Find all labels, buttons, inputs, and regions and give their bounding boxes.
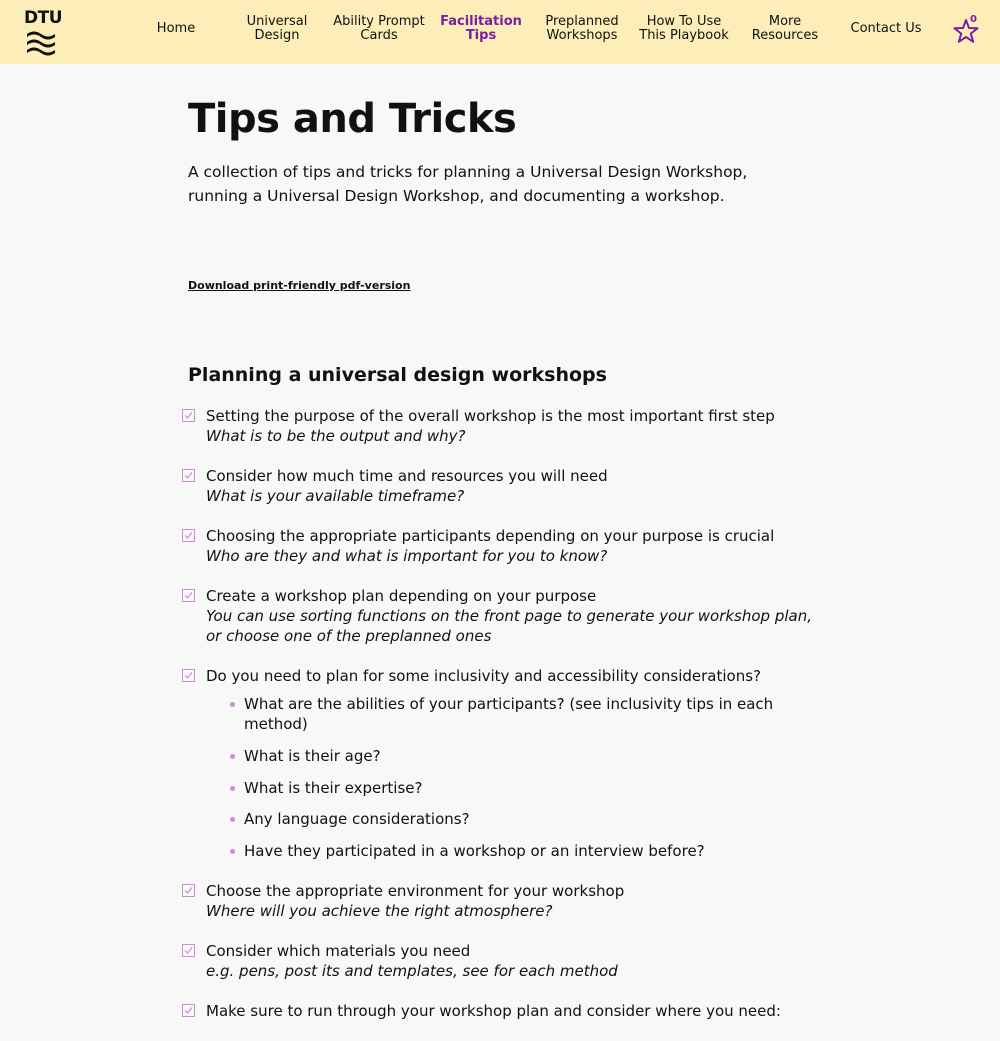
- list-item-text: Any language considerations?: [244, 810, 470, 829]
- list-item-text: What are the abilities of your participants? (see inclusivity tips in each method): [244, 695, 774, 733]
- checklist-item: [182, 941, 832, 981]
- checklist-item: [182, 666, 832, 861]
- checklist-item-subtext: Where will you achieve the right atmosphere?: [206, 902, 553, 921]
- checkbox-icon[interactable]: [182, 944, 195, 957]
- bullet-icon: [230, 786, 235, 791]
- dtu-logo[interactable]: [24, 8, 63, 56]
- nav-contact-us[interactable]: Contact Us: [850, 21, 922, 36]
- logo-text: DTU: [24, 8, 63, 28]
- checklist-item-subtext: You can use sorting functions on the front page to generate your workshop plan, or choose one of the preplanned ones: [206, 607, 812, 645]
- nav-more-resources[interactable]: More Resources: [751, 14, 819, 43]
- checkbox-icon[interactable]: [182, 1004, 195, 1017]
- checklist-item-subtext: What is to be the output and why?: [206, 427, 466, 445]
- checklist-item-text: Setting the purpose of the overall workshop is the most important first step: [206, 407, 775, 425]
- checkbox-icon[interactable]: [182, 589, 195, 602]
- checklist-item: [182, 406, 832, 446]
- list-item: [206, 809, 832, 829]
- favorites-count-badge: 0: [970, 14, 977, 25]
- checklist-item-text: Choose the appropriate environment for your workshop: [206, 882, 625, 901]
- checklist-item-text: Make sure to run through your workshop plan and consider where you need:: [206, 1002, 781, 1021]
- checkbox-icon[interactable]: [182, 669, 195, 682]
- checklist-item-text: Create a workshop plan depending on your purpose: [206, 587, 597, 605]
- page-intro: A collection of tips and tricks for planning a Universal Design Workshop, running a Universal Design Workshop, and documenting a workshop.: [188, 163, 748, 205]
- main-content: [188, 92, 828, 1021]
- bullet-icon: [230, 849, 235, 854]
- nav-facilitation-tips[interactable]: Facilitation Tips: [440, 14, 522, 43]
- list-item: [206, 694, 832, 734]
- list-item: [206, 841, 832, 861]
- list-item-text: What is their age?: [244, 746, 381, 765]
- logo-waves-icon: [25, 30, 57, 56]
- nav-universal-design[interactable]: Universal Design: [246, 14, 308, 43]
- checkbox-icon[interactable]: [182, 469, 195, 482]
- considerations-list: [206, 694, 832, 861]
- nav-preplanned-workshops[interactable]: Preplanned Workshops: [545, 14, 619, 43]
- checklist-item: [182, 526, 832, 566]
- page-title: Tips and Tricks: [188, 96, 517, 142]
- checklist-item-subtext: e.g. pens, post its and templates, see for each method: [206, 962, 618, 981]
- section-title: Planning a universal design workshops: [188, 364, 607, 386]
- checklist-item: [182, 1001, 832, 1021]
- checkbox-icon[interactable]: [182, 409, 195, 422]
- list-item-text: What is their expertise?: [244, 778, 423, 797]
- download-pdf-link[interactable]: Download print-friendly pdf-version: [188, 279, 411, 292]
- checklist-item-subtext: Who are they and what is important for you to know?: [206, 547, 608, 565]
- checklist-item-text: Consider how much time and resources you will need: [206, 467, 608, 485]
- checklist-item-text: Do you need to plan for some inclusivity and accessibility considerations?: [206, 667, 761, 685]
- bullet-icon: [230, 817, 235, 822]
- checklist-item: [182, 881, 832, 921]
- checklist: [182, 406, 832, 1041]
- checkbox-icon[interactable]: [182, 884, 195, 897]
- checklist-item-subtext: What is your available timeframe?: [206, 487, 465, 505]
- nav-ability-prompt-cards[interactable]: Ability Prompt Cards: [333, 14, 425, 43]
- list-item: [206, 746, 832, 766]
- top-navigation-bar: [0, 0, 1000, 64]
- list-item: [206, 778, 832, 798]
- checklist-item: [182, 586, 832, 646]
- nav-home[interactable]: Home: [156, 21, 196, 36]
- checkbox-icon[interactable]: [182, 529, 195, 542]
- bullet-icon: [230, 754, 235, 759]
- checklist-item-text: Choosing the appropriate participants depending on your purpose is crucial: [206, 527, 775, 545]
- checklist-item-text: Consider which materials you need: [206, 942, 471, 961]
- nav-how-to-use[interactable]: How To Use This Playbook: [639, 14, 729, 43]
- bullet-icon: [230, 702, 235, 707]
- list-item-text: Have they participated in a workshop or an interview before?: [244, 842, 705, 861]
- checklist-item: [182, 466, 832, 506]
